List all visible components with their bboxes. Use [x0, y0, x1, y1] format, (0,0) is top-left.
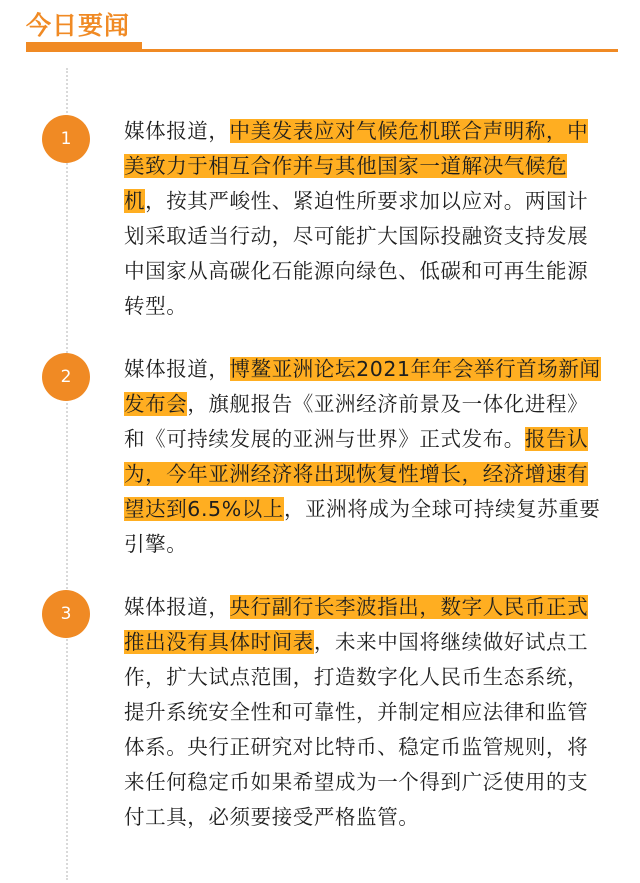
text-segment: 媒体报道， — [124, 119, 230, 143]
text-segment: ，旗舰报告《亚洲经济前景及一体化进程》和《可持续发展的亚洲与世界》正式发布。 — [124, 392, 589, 451]
highlighted-text: 央行副行长李波指出，数字人民币正式推出没有具体时间表 — [124, 595, 589, 654]
text-segment: ，按其严峻性、紧迫性所要求加以应对。两国计划采取适当行动，尽可能扩大国际投融资支持发展中国家从高碳化石能源向绿色、低碳和可再生能源转型。 — [124, 189, 589, 318]
text-segment: 媒体报道， — [124, 357, 230, 381]
news-text — [124, 114, 604, 324]
item-number-badge: 1 — [42, 115, 90, 163]
news-text — [124, 590, 604, 835]
item-number-badge: 3 — [42, 590, 90, 638]
news-text — [124, 352, 604, 562]
header-title: 今日要闻 — [26, 11, 131, 40]
highlighted-text: 报告认为，今年亚洲经济将出现恢复性增长，经济增速有望达到6.5%以上 — [124, 427, 589, 521]
highlighted-text: 中美发表应对气候危机联合声明称，中美致力于相互合作并与其他国家一道解决气候危机 — [124, 119, 589, 213]
highlighted-text: 博鳌亚洲论坛2021年年会举行首场新闻发布会 — [124, 357, 601, 416]
text-segment: 媒体报道， — [124, 595, 230, 619]
text-segment: ，未来中国将继续做好试点工作，扩大试点范围，打造数字化人民币生态系统，提升系统安全性和可靠性，并制定相应法律和监管体系。央行正研究对比特币、稳定币监管规则，将来任何稳定币如果希望成为一个得到广泛使用的支付工具，必须要接受严格监管。 — [124, 630, 589, 829]
text-segment: ，亚洲将成为全球可持续复苏重要引擎。 — [124, 497, 601, 556]
header-divider — [26, 49, 618, 52]
item-number-badge: 2 — [42, 353, 90, 401]
timeline-line — [66, 68, 68, 880]
